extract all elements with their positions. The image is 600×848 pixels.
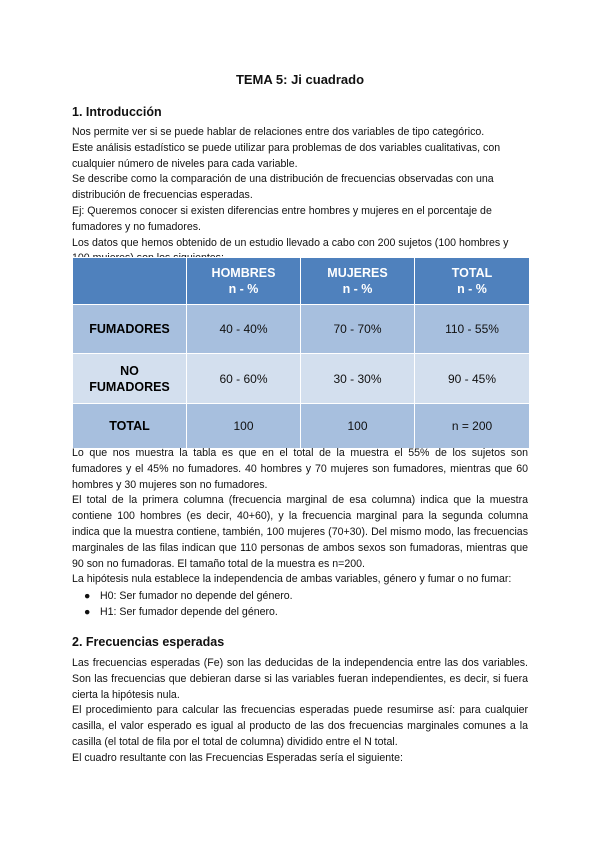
- cell-total-total: n = 200: [415, 404, 530, 449]
- header-hombres-label: HOMBRES: [211, 266, 276, 280]
- explanation-line-1: Lo que nos muestra la tabla es que en el total de la muestra el 55% de los sujetos son fumadores y el 45% no fumadores. 40 hombres y 70 mujeres son fumadores, mientras que 60 hombres y 30 mujeres son no fumadores.: [72, 447, 528, 491]
- intro-line-4: Ej: Queremos conocer si existen diferencias entre hombres y mujeres en el porcentaje de fumadores y no fumadores.: [72, 204, 492, 233]
- header-hombres-unit: n - %: [228, 282, 259, 296]
- expected-frequencies-paragraphs: [72, 656, 528, 767]
- intro-line-2: Este análisis estadístico se puede utilizar para problemas de dos variables cualitativas, con cualquier número de niveles para cada variable.: [72, 141, 501, 170]
- hypothesis-h1: H1: Ser fumador depende del género.: [100, 605, 278, 618]
- cell-no-fumadores-mujeres: 30 - 30%: [301, 354, 415, 404]
- intro-line-1: Nos permite ver si se puede hablar de relaciones entre dos variables de tipo categórico.: [72, 126, 485, 138]
- table-row-no-fumadores: [73, 354, 530, 404]
- cell-total-mujeres: 100: [301, 404, 415, 449]
- row-label-no-fumadores: [73, 354, 187, 404]
- intro-line-3: Se describe como la comparación de una distribución de frecuencias observadas con una distribución de frecuencias esperadas.: [72, 173, 494, 202]
- table-row-fumadores: [73, 305, 530, 354]
- cell-no-fumadores-hombres: 60 - 60%: [187, 354, 301, 404]
- expected-line-1: Las frecuencias esperadas (Fe) son las deducidas de la independencia entre las dos variables. Son las frecuencias que debieran darse si las variables fueran independientes, es decir, si fuera cierta la hipótesis nula.: [72, 657, 528, 701]
- table-corner-cell: [73, 258, 187, 305]
- header-mujeres-label: MUJERES: [327, 266, 388, 280]
- intro-paragraphs: [72, 125, 528, 267]
- cell-fumadores-mujeres: 70 - 70%: [301, 305, 415, 354]
- cell-no-fumadores-total: 90 - 45%: [415, 354, 530, 404]
- explanation-line-3: La hipótesis nula establece la independencia de ambas variables, género y fumar o no fumar:: [72, 573, 512, 586]
- hypothesis-list: [72, 589, 293, 621]
- explanation-line-2: El total de la primera columna (frecuencia marginal de esa columna) indica que la muestra contiene 100 hombres (es decir, 40+60), y la frecuencia marginal para la segunda columna indica que la muestra contiene, también, 100 mujeres (70+30). Del mismo modo, las frecuencias marginales de las filas indican que 110 personas de ambos sexos son fumadoras, mientras que 90 son no fumadoras. El tamaño total de la muestra es n=200.: [72, 494, 528, 570]
- table-header-row: [73, 258, 530, 305]
- hypothesis-h0: H0: Ser fumador no depende del género.: [100, 590, 293, 602]
- row-label-no-fumadores-text: NO FUMADORES: [89, 363, 170, 394]
- section-heading-frecuencias-esperadas: 2. Frecuencias esperadas: [72, 635, 225, 649]
- header-total-unit: n - %: [457, 282, 487, 296]
- header-total-label: TOTAL: [451, 266, 493, 280]
- header-hombres: [187, 258, 301, 305]
- bullet-icon: ●: [84, 590, 91, 602]
- list-item: [72, 605, 293, 621]
- header-total: [415, 258, 530, 305]
- observed-frequency-table: [72, 257, 530, 449]
- cell-total-hombres: 100: [187, 404, 301, 449]
- cell-fumadores-total: 110 - 55%: [415, 305, 530, 354]
- row-label-fumadores: FUMADORES: [73, 305, 187, 354]
- header-mujeres-unit: n - %: [342, 282, 373, 296]
- expected-line-2: El procedimiento para calcular las frecuencias esperadas puede resumirse así: para cualquier casilla, el valor esperado es igual al producto de las dos frecuencias marginales comunes a la casilla (el total de fila por el total de columna) dividido entre el N total.: [72, 704, 528, 748]
- list-item: [72, 589, 293, 605]
- table-explanation-paragraphs: [72, 446, 528, 588]
- header-mujeres: [301, 258, 415, 305]
- bullet-icon: ●: [84, 605, 91, 618]
- cell-fumadores-hombres: 40 - 40%: [187, 305, 301, 354]
- table-row-total: [73, 404, 530, 449]
- intro-line-5: Los datos que hemos obtenido de un estudio llevado a cabo con 200 sujetos (100 hombres y: [72, 236, 509, 249]
- expected-line-3: El cuadro resultante con las Frecuencias Esperadas sería el siguiente:: [72, 751, 403, 764]
- section-heading-introduccion: 1. Introducción: [72, 105, 162, 119]
- row-label-total: TOTAL: [73, 404, 187, 449]
- page-title: TEMA 5: Ji cuadrado: [235, 72, 365, 87]
